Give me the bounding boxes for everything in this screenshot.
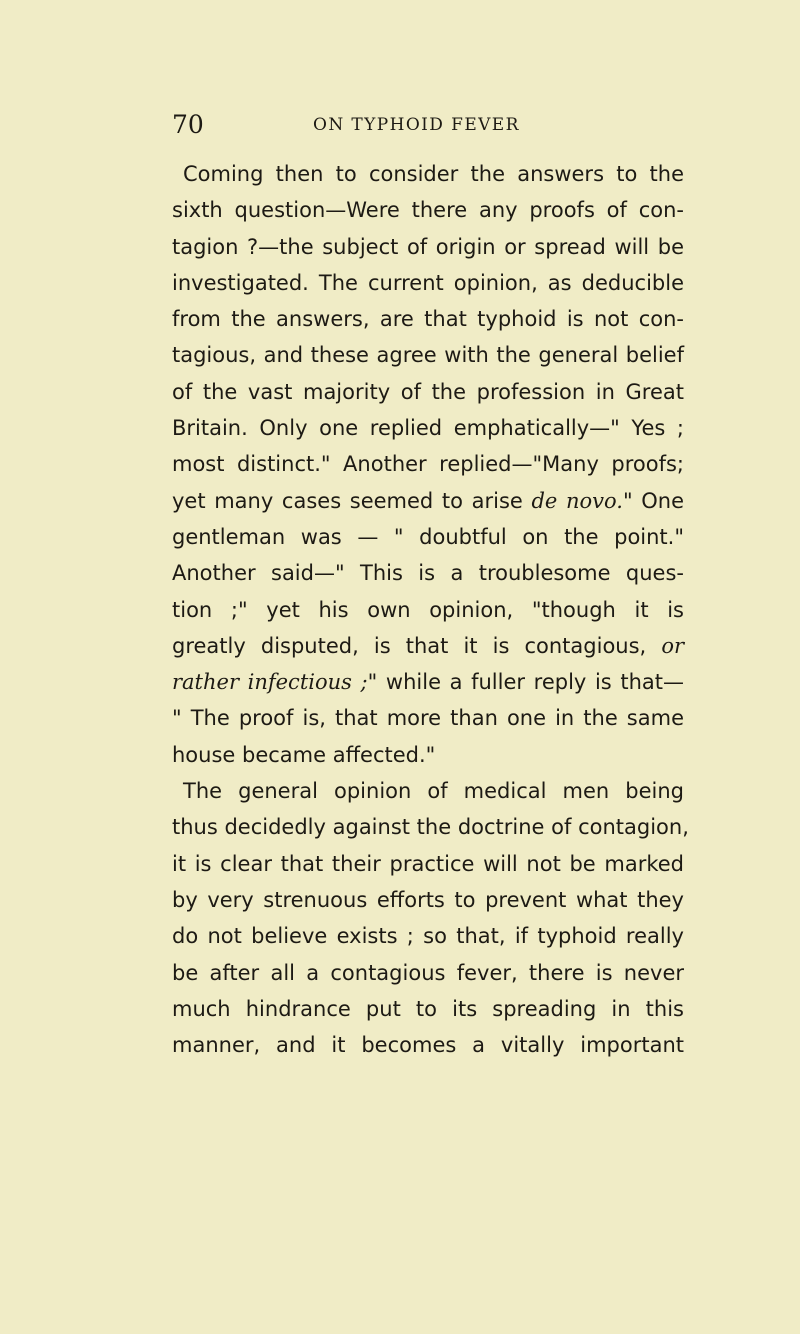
text-line bbox=[172, 737, 684, 773]
text-line bbox=[172, 156, 684, 192]
text-line bbox=[172, 555, 684, 591]
text-line bbox=[172, 955, 684, 991]
text-run: " One bbox=[622, 488, 685, 513]
running-head: ON TYPHOID FEVER bbox=[313, 115, 520, 135]
text-run: tion ;" yet his own opinion, "though it is bbox=[172, 597, 684, 622]
text-run: be after all a contagious fever, there is never bbox=[172, 960, 684, 985]
text-run: of the vast majority of the profession in Great bbox=[172, 379, 684, 404]
text-line bbox=[172, 265, 684, 301]
text-run: tagion ?—the subject of origin or spread will be bbox=[172, 234, 684, 259]
text-line bbox=[172, 991, 684, 1027]
text-run: do not believe exists ; so that, if typhoid really bbox=[172, 924, 684, 949]
text-run: yet many cases seemed to arise bbox=[172, 488, 532, 513]
text-line bbox=[172, 773, 684, 809]
text-line bbox=[172, 410, 684, 446]
text-run: house became affected." bbox=[172, 742, 436, 767]
text-run: gentleman was — " doubtful on the point." bbox=[172, 524, 684, 549]
text-line bbox=[172, 1027, 684, 1063]
text-run: " while a fuller reply is that— bbox=[367, 670, 685, 695]
text-line bbox=[172, 519, 684, 555]
text-line bbox=[172, 809, 689, 845]
text-line bbox=[172, 700, 684, 736]
text-line bbox=[172, 918, 684, 954]
text-run: thus decidedly against the doctrine of contagion, bbox=[172, 815, 689, 840]
text-run: Coming then to consider the answers to the bbox=[183, 162, 684, 186]
text-run: manner, and it becomes a vitally important bbox=[172, 1033, 684, 1058]
text-line bbox=[172, 374, 684, 410]
text-run: most distinct." Another replied—"Many proofs; bbox=[172, 452, 684, 477]
page-header bbox=[172, 109, 682, 141]
italic-text: or bbox=[661, 633, 684, 658]
text-line bbox=[172, 664, 684, 700]
text-line bbox=[172, 229, 684, 265]
body-text bbox=[172, 156, 689, 1063]
text-run: tagious, and these agree with the general belief bbox=[172, 343, 684, 368]
text-run: by very strenuous efforts to prevent what they bbox=[172, 887, 684, 912]
text-line bbox=[172, 446, 684, 482]
page-number: 70 bbox=[172, 110, 204, 139]
text-line bbox=[172, 483, 684, 519]
text-line bbox=[172, 337, 684, 373]
text-line bbox=[172, 628, 684, 664]
text-run: Britain. Only one replied emphatically—" Yes ; bbox=[172, 416, 684, 441]
italic-text: de novo. bbox=[531, 488, 623, 513]
text-run: sixth question—Were there any proofs of con- bbox=[172, 198, 684, 223]
text-line bbox=[172, 592, 684, 628]
italic-text: rather infectious ; bbox=[172, 670, 368, 695]
text-line bbox=[172, 301, 684, 337]
text-line bbox=[172, 192, 684, 228]
text-run: investigated. The current opinion, as deducible bbox=[172, 270, 684, 295]
text-run: from the answers, are that typhoid is not con- bbox=[172, 307, 684, 332]
text-run: much hindrance put to its spreading in this bbox=[172, 996, 684, 1021]
text-line bbox=[172, 882, 684, 918]
text-run: it is clear that their practice will not be marked bbox=[172, 851, 684, 876]
text-run: " The proof is, that more than one in the same bbox=[172, 706, 684, 731]
text-run: Another said—" This is a troublesome ques- bbox=[172, 561, 684, 586]
text-line bbox=[172, 846, 684, 882]
text-run: greatly disputed, is that it is contagious, bbox=[172, 633, 662, 658]
text-run: The general opinion of medical men being bbox=[183, 779, 684, 804]
